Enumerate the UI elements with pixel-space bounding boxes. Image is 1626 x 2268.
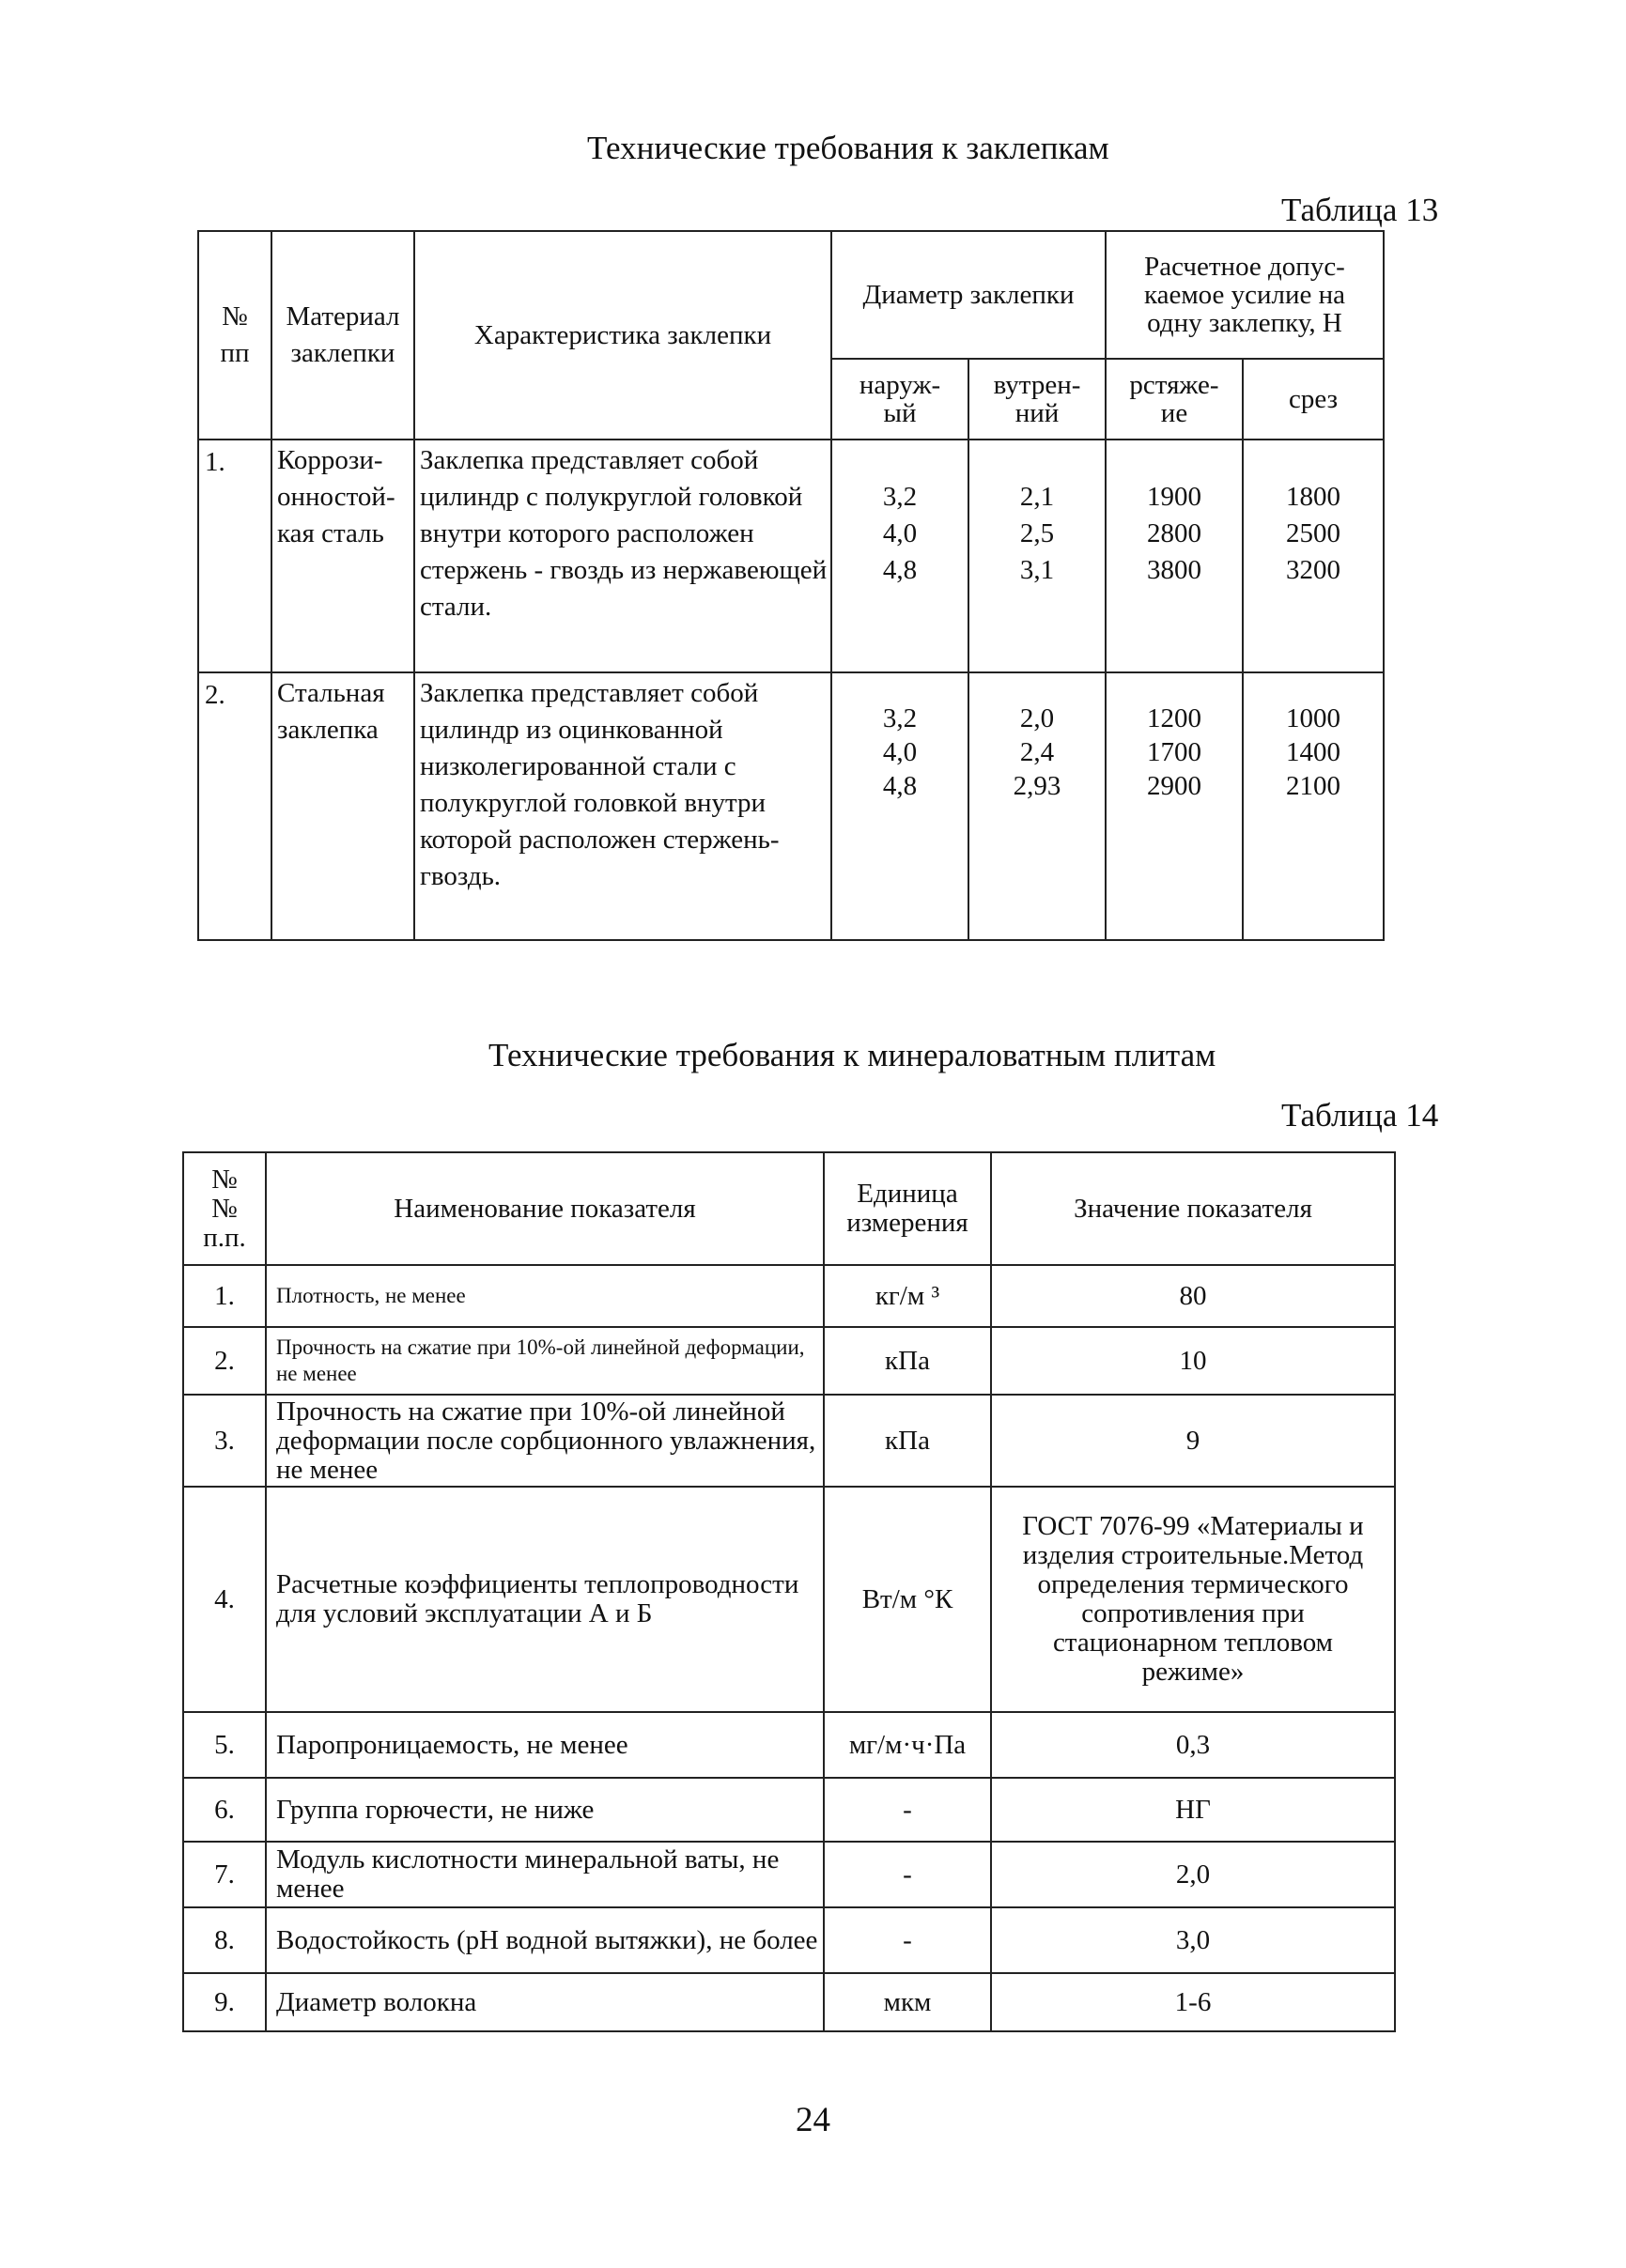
row-number: 8.	[183, 1907, 266, 1973]
value: 4,8	[882, 771, 918, 801]
row-unit: кПа	[824, 1327, 991, 1395]
value: 1700	[1147, 737, 1201, 767]
header-inner: вутрен-ний	[968, 359, 1106, 440]
header-value: Значение показателя	[991, 1152, 1395, 1265]
value: 3800	[1147, 555, 1201, 585]
row-description: Заклепка представляет собой цилиндр с полукруглой головкой внутри которого расположен стержень - гвоздь из нержавеющей стали.	[414, 440, 831, 672]
row-material: Стальная заклепка	[271, 672, 414, 940]
value: 4,0	[882, 518, 918, 548]
row-name: Модуль кислотности минеральной ваты, не менее	[266, 1842, 824, 1907]
row-name: Водостойкость (рН водной вытяжки), не более	[266, 1907, 824, 1973]
row-unit: -	[824, 1842, 991, 1907]
value: 4,0	[882, 737, 918, 767]
value: 1800	[1286, 482, 1340, 512]
header-material: Материал заклепки	[271, 231, 414, 440]
value: 2,5	[1019, 518, 1055, 548]
row-number: 2.	[198, 672, 271, 940]
table-row	[183, 1395, 1395, 1487]
header-tension: рстяже-ие	[1106, 359, 1243, 440]
row-unit: кПа	[824, 1395, 991, 1487]
header-shear: срез	[1243, 359, 1384, 440]
table13	[197, 230, 1385, 941]
row-name: Плотность, не менее	[266, 1265, 824, 1327]
value: 2500	[1286, 518, 1340, 548]
table-row	[183, 1265, 1395, 1327]
header-outer: наруж-ый	[831, 359, 968, 440]
table13-label: Таблица 13	[1281, 192, 1439, 228]
shear-cell	[1243, 440, 1384, 672]
row-number: 1.	[183, 1265, 266, 1327]
row-value: 10	[991, 1327, 1395, 1395]
value: 1400	[1286, 737, 1340, 767]
outer-diameter-cell	[831, 440, 968, 672]
table-row	[183, 1327, 1395, 1395]
row-unit: -	[824, 1778, 991, 1842]
row-unit: мг/м·ч·Па	[824, 1712, 991, 1778]
header-characteristic: Характеристика заклепки	[414, 231, 831, 440]
row-value: 3,0	[991, 1907, 1395, 1973]
row-name: Прочность на сжатие при 10%-ой линейной деформации, не менее	[266, 1327, 824, 1395]
row-value: 1-6	[991, 1973, 1395, 2031]
row-name: Паропроницаемость, не менее	[266, 1712, 824, 1778]
table-row	[183, 1842, 1395, 1907]
row-number: 5.	[183, 1712, 266, 1778]
row-number: 9.	[183, 1973, 266, 2031]
header-diameter: Диаметр заклепки	[831, 231, 1106, 359]
row-number: 3.	[183, 1395, 266, 1487]
table14-label: Таблица 14	[1281, 1097, 1439, 1134]
page-number: 24	[796, 2101, 830, 2139]
row-value: ГОСТ 7076-99 «Материалы и изделия строительные.Метод определения термического сопротивления при стационарном тепловом режиме»	[991, 1487, 1395, 1712]
row-value: 0,3	[991, 1712, 1395, 1778]
table14	[182, 1151, 1396, 2032]
value: 1000	[1286, 703, 1340, 733]
value: 3,2	[882, 703, 918, 733]
table13-title: Технические требования к заклепкам	[587, 130, 1109, 166]
header-force: Расчетное допус-каемое усилие на одну заклепку, Н	[1106, 231, 1384, 359]
table-row	[198, 440, 1384, 672]
row-number: 7.	[183, 1842, 266, 1907]
row-material: Коррози-онностой-кая сталь	[271, 440, 414, 672]
table-row	[183, 1973, 1395, 2031]
value: 1900	[1147, 482, 1201, 512]
value: 2800	[1147, 518, 1201, 548]
row-unit: -	[824, 1907, 991, 1973]
row-unit: кг/м ³	[824, 1265, 991, 1327]
outer-diameter-cell	[831, 672, 968, 940]
table14-title: Технические требования к минераловатным плитам	[488, 1037, 1216, 1073]
value: 2,4	[1019, 737, 1055, 767]
row-value: 2,0	[991, 1842, 1395, 1907]
row-unit: мкм	[824, 1973, 991, 2031]
row-value: 9	[991, 1395, 1395, 1487]
row-unit: Вт/м °К	[824, 1487, 991, 1712]
row-name: Расчетные коэффициенты теплопроводности для условий эксплуатации А и Б	[266, 1487, 824, 1712]
table-row	[183, 1907, 1395, 1973]
value: 2900	[1147, 771, 1201, 801]
tension-cell	[1106, 440, 1243, 672]
table-row	[183, 1487, 1395, 1712]
row-name: Прочность на сжатие при 10%-ой линейной деформации после сорбционного увлажнения, не менее	[266, 1395, 824, 1487]
row-name: Группа горючести, не ниже	[266, 1778, 824, 1842]
row-name: Диаметр волокна	[266, 1973, 824, 2031]
header-num: № пп	[198, 231, 271, 440]
inner-diameter-cell	[968, 672, 1106, 940]
tension-cell	[1106, 672, 1243, 940]
value: 2,1	[1019, 482, 1055, 512]
value: 3200	[1286, 555, 1340, 585]
value: 1200	[1147, 703, 1201, 733]
row-number: 1.	[198, 440, 271, 672]
header-name: Наименование показателя	[266, 1152, 824, 1265]
table-row	[183, 1778, 1395, 1842]
row-number: 2.	[183, 1327, 266, 1395]
header-unit: Единица измерения	[824, 1152, 991, 1265]
value: 2,0	[1019, 703, 1055, 733]
value: 2,93	[1013, 771, 1061, 801]
shear-cell	[1243, 672, 1384, 940]
row-number: 6.	[183, 1778, 266, 1842]
value: 3,1	[1019, 555, 1055, 585]
inner-diameter-cell	[968, 440, 1106, 672]
value: 2100	[1286, 771, 1340, 801]
value: 3,2	[882, 482, 918, 512]
table-row	[183, 1712, 1395, 1778]
header-num: № № п.п.	[183, 1152, 266, 1265]
row-description: Заклепка представляет собой цилиндр из оцинкованной низколегированной стали с полукруглой головкой внутри которой расположен стержень-гвоздь.	[414, 672, 831, 940]
row-value: 80	[991, 1265, 1395, 1327]
value: 4,8	[882, 555, 918, 585]
row-value: НГ	[991, 1778, 1395, 1842]
table-row	[198, 672, 1384, 940]
row-number: 4.	[183, 1487, 266, 1712]
